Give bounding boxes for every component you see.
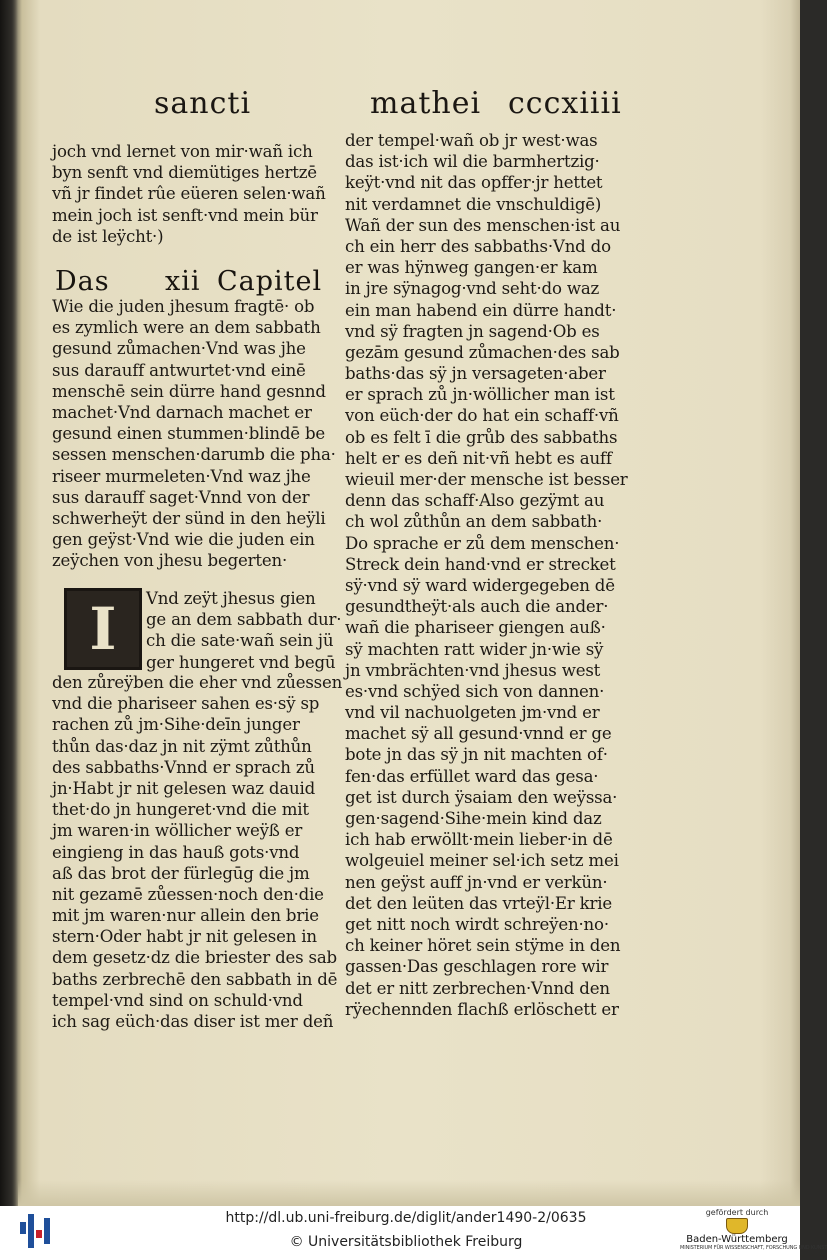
copyright-notice: © Universitätsbibliothek Freiburg <box>289 1234 523 1250</box>
text-line: gezām gesund zůmachen·des sab <box>345 342 620 362</box>
text-line: menschē sein dürre hand gesnnd <box>52 381 326 401</box>
left-column-top <box>52 141 334 247</box>
text-line: baths·das sÿ jn versageten·aber <box>345 364 606 384</box>
text-line: helt er es deñ nit·vñ hebt es auff <box>345 448 612 468</box>
text-line: det er nitt zerbrechen·Vnnd den <box>345 978 610 998</box>
text-line: wolgeuiel meiner sel·ich setz mei <box>345 851 619 871</box>
funding-label: gefördert durch <box>705 1208 769 1217</box>
text-line: nit verdamnet die vnschuldigē) <box>345 194 602 214</box>
text-line: riseer murmeleten·Vnd waz jhe <box>52 466 311 486</box>
text-line: joch vnd lernet von mir·wañ ich <box>52 142 313 161</box>
text-line: schwerheÿt der sünd in den heÿli <box>52 508 326 528</box>
page-bottom-edge <box>18 1180 800 1206</box>
text-line: dem gesetz·dz die briester des sab <box>52 948 337 968</box>
text-line: mit jm waren·nur allein den brie <box>52 906 319 926</box>
text-line: nen geÿst auff jn·vnd er verkün· <box>345 872 608 892</box>
text-line: es·vnd schÿed sich von dannen· <box>345 681 605 701</box>
text-line: in jre sÿnagog·vnd seht·do waz <box>345 279 600 299</box>
text-line: sessen menschen·darumb die pha· <box>52 445 336 465</box>
text-line: bote jn das sÿ jn nit machten of· <box>345 745 608 765</box>
text-line: er sprach zů jn·wöllicher man ist <box>345 385 615 405</box>
text-line: den zůreÿben die eher vnd zůessen <box>52 673 343 692</box>
text-line: mein joch ist senft·vnd mein bür <box>52 205 318 225</box>
text-line: sus darauff saget·Vnnd von der <box>52 487 310 507</box>
text-line: baths zerbrechē den sabbath in dē <box>52 969 338 989</box>
text-line: de ist leÿcht·) <box>52 226 164 246</box>
text-line: gen geÿst·Vnd wie die juden ein <box>52 530 315 550</box>
right-column <box>345 130 637 1020</box>
text-line: sus darauff antwurtet·vnd einē <box>52 360 306 380</box>
text-line: ger hungeret vnd begū <box>146 652 336 672</box>
permalink-url[interactable]: http://dl.ub.uni-freiburg.de/diglit/ander1490-2/0635 <box>225 1210 587 1226</box>
text-line: vnd vil nachuolgeten jm·vnd er <box>345 703 600 723</box>
text-line: ob es felt ī die grůb des sabbaths <box>345 427 618 447</box>
decorated-initial <box>64 588 142 670</box>
folio-number: cccxiiii <box>508 86 622 121</box>
text-line: Wañ der sun des menschen·ist au <box>345 215 621 235</box>
running-head-middle: mathei <box>370 86 482 121</box>
left-column-bottom <box>52 672 342 1032</box>
text-line: Streck dein hand·vnd er strecket <box>345 554 616 574</box>
text-line: gesundtheÿt·als auch die ander· <box>345 597 609 617</box>
text-line: ch wol zůthůn an dem sabbath· <box>345 512 603 532</box>
text-line: machet·Vnd darnach machet er <box>52 402 312 422</box>
text-line: sÿ·vnd sÿ ward widergegeben dē <box>345 575 615 595</box>
text-line: jm waren·in wöllicher weÿß er <box>52 821 303 841</box>
text-line: tempel·vnd sind on schuld·vnd <box>52 990 303 1010</box>
text-line: vñ jr findet rûe eüeren selen·wañ <box>52 184 326 204</box>
text-line: get ist durch ÿsaiam den weÿssa· <box>345 787 618 807</box>
text-line: vnd die phariseer sahen es·sÿ sp <box>52 694 320 714</box>
text-line: rÿechennden flachß erlöschett er <box>345 999 619 1019</box>
initial-letter: I <box>89 595 117 663</box>
text-line: das ist·ich wil die barmhertzig· <box>345 152 600 172</box>
text-line: nit gezamē zůessen·noch den·die <box>52 884 324 904</box>
chapter-numeral: xii <box>165 266 201 297</box>
text-line: des sabbaths·Vnnd er sprach zů <box>52 757 315 777</box>
text-line: vnd sÿ fragten jn sagend·Ob es <box>345 321 600 341</box>
chapter-summary <box>52 296 334 571</box>
text-line: der tempel·wañ ob jr west·was <box>345 131 598 150</box>
chapter-word: Das <box>55 266 110 297</box>
text-line: aß das brot der fürlegūg die jm <box>52 863 310 883</box>
text-line: ein man habend ein dürre handt· <box>345 300 617 320</box>
text-line: det den leüten das vrteÿl·Er krie <box>345 893 612 913</box>
text-line: wañ die phariseer giengen auß· <box>345 618 606 638</box>
text-line: ich hab erwöllt·mein lieber·in dē <box>345 830 613 850</box>
funding-ministry: MINISTERIUM FÜR WISSENSCHAFT, FORSCHUNG UND KUNST <box>680 1245 827 1251</box>
text-line: stern·Oder habt jr nit gelesen in <box>52 927 317 947</box>
text-line: sÿ machten ratt wider jn·wie sÿ <box>345 639 604 659</box>
text-line: thet·do jn hungeret·vnd die mit <box>52 800 309 820</box>
text-line: ch die sate·wañ sein jü <box>146 631 334 651</box>
running-head <box>60 86 640 126</box>
text-line: jn·Habt jr nit gelesen waz dauid <box>52 778 316 798</box>
text-line: fen·das erfüllet ward das gesa· <box>345 766 599 786</box>
text-line: jn vmbrächten·vnd jhesus west <box>345 660 601 680</box>
binding-gutter <box>0 0 18 1206</box>
running-head-left: sancti <box>154 86 252 121</box>
text-line: gen·sagend·Sihe·mein kind daz <box>345 809 602 828</box>
funding-state: Baden-Württemberg <box>686 1234 788 1245</box>
text-line: ich sag eüch·das diser ist mer deñ <box>52 1012 334 1031</box>
text-line: gesund zůmachen·Vnd was jhe <box>52 339 306 359</box>
viewer-footer <box>0 1206 827 1260</box>
text-line: er was hÿnweg gangen·er kam <box>345 258 598 278</box>
chapter-word: Capitel <box>217 266 323 297</box>
text-line: gesund einen stummen·blindē be <box>52 424 326 444</box>
chapter-heading <box>55 266 337 297</box>
text-line: es zymlich were an dem sabbath <box>52 318 321 338</box>
text-line: Vnd zeÿt jhesus gien <box>146 589 316 608</box>
initial-adjacent-lines <box>146 588 342 673</box>
text-line: denn das schaff·Also gezÿmt au <box>345 491 605 511</box>
text-line: byn senft vnd diemütiges hertzē <box>52 163 317 183</box>
text-line: machet sÿ all gesund·vnnd er ge <box>345 724 612 744</box>
text-line: gassen·Das geschlagen rore wir <box>345 957 609 977</box>
text-line: eingieng in das hauß gots·vnd <box>52 842 300 862</box>
text-line: ch ein herr des sabbaths·Vnd do <box>345 236 611 256</box>
state-crest-icon <box>726 1218 748 1234</box>
text-line: ch keiner höret sein stÿme in den <box>345 936 621 956</box>
text-line: rachen zů jm·Sihe·deīn junger <box>52 715 300 735</box>
text-line: Wie die juden jhesum fragtē· ob <box>52 297 315 316</box>
text-line: keÿt·vnd nit das opffer·jr hettet <box>345 173 603 193</box>
text-line: Do sprache er zů dem menschen· <box>345 533 620 553</box>
text-line: get nitt noch wirdt schreÿen·no· <box>345 914 609 934</box>
text-line: zeÿchen von jhesu begerten· <box>52 551 288 571</box>
text-line: thůn das·daz jn nit zÿmt zůthůn <box>52 736 312 756</box>
funding-logo <box>680 1208 827 1260</box>
library-logo-icon <box>18 1210 56 1256</box>
text-line: ge an dem sabbath dur· <box>146 610 342 630</box>
text-line: wieuil mer·der mensche ist besser <box>345 470 628 489</box>
text-line: von eüch·der do hat ein schaff·vñ <box>345 406 619 426</box>
